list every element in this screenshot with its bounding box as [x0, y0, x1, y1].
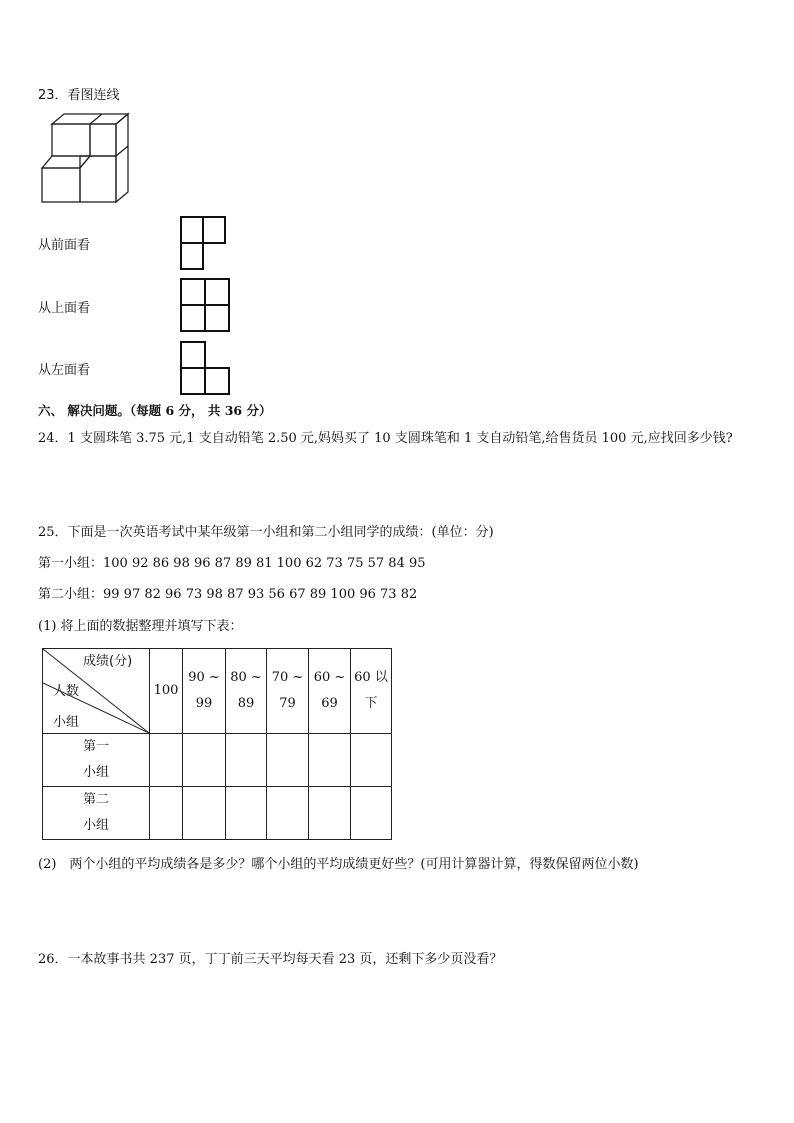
row-header-group2: 第二 小组 [43, 787, 150, 840]
q25-part1: (1) 将上面的数据整理并填写下表： [38, 619, 243, 634]
column-header: 90 ~ 99 [183, 649, 226, 734]
column-header: 60 ~ 69 [309, 649, 351, 734]
column-header: 70 ~ 79 [267, 649, 309, 734]
table-header-row [43, 649, 392, 734]
table-cell[interactable] [309, 734, 351, 787]
table-row [43, 734, 392, 787]
column-header: 60 以 下 [351, 649, 392, 734]
q26-text: 26．一本故事书共 237 页，丁丁前三天平均每天看 23 页，还剩下多少页没看？ [38, 952, 503, 967]
corner-label-score: 成绩(分) [83, 654, 133, 669]
column-header: 80 ~ 89 [226, 649, 267, 734]
view-label-front: 从前面看 [38, 238, 91, 253]
q24-text: 24．1 支圆珠笔 3.75 元,1 支自动铅笔 2.50 元,妈妈买了 10 支圆珠笔和 1 支自动铅笔,给售货员 100 元,应找回多少钱? [38, 431, 733, 446]
table-row [43, 787, 392, 840]
q25-part2: (2) 两个小组的平均成绩各是多少？哪个小组的平均成绩更好些？(可用计算器计算，得数保留两位小数) [38, 857, 639, 872]
table-cell[interactable] [351, 787, 392, 840]
view-label-left: 从左面看 [38, 363, 91, 378]
table-cell[interactable] [267, 734, 309, 787]
table-corner-cell [43, 649, 150, 734]
corner-label-count: 人数 [53, 684, 80, 699]
table-cell[interactable] [150, 787, 183, 840]
table-cell[interactable] [226, 734, 267, 787]
q25-group1-scores: 第一小组：100 92 86 98 96 87 89 81 100 62 73 75 57 84 95 [38, 556, 426, 571]
table-cell[interactable] [226, 787, 267, 840]
grade-table [42, 648, 392, 840]
q23-title: 23．看图连线 [38, 88, 120, 103]
view-label-top: 从上面看 [38, 301, 91, 316]
row-header-group1: 第一 小组 [43, 734, 150, 787]
corner-label-group: 小组 [53, 715, 80, 730]
table-cell[interactable] [150, 734, 183, 787]
column-header: 100 [150, 649, 183, 734]
q25-group2-scores: 第二小组：99 97 82 96 73 98 87 93 56 67 89 100 96 73 82 [38, 587, 418, 602]
table-cell[interactable] [183, 787, 226, 840]
view-shape-left [179, 340, 231, 396]
table-cell[interactable] [183, 734, 226, 787]
table-cell[interactable] [351, 734, 392, 787]
q25-intro: 25．下面是一次英语考试中某年级第一小组和第二小组同学的成绩：(单位：分) [38, 525, 494, 540]
view-shape-top [179, 277, 231, 333]
view-shape-front [179, 215, 229, 271]
section-heading: 六、 解决问题。（每题 6 分， 共 36 分） [38, 403, 272, 418]
cube-stack-figure [38, 110, 134, 206]
table-cell[interactable] [267, 787, 309, 840]
table-cell[interactable] [309, 787, 351, 840]
